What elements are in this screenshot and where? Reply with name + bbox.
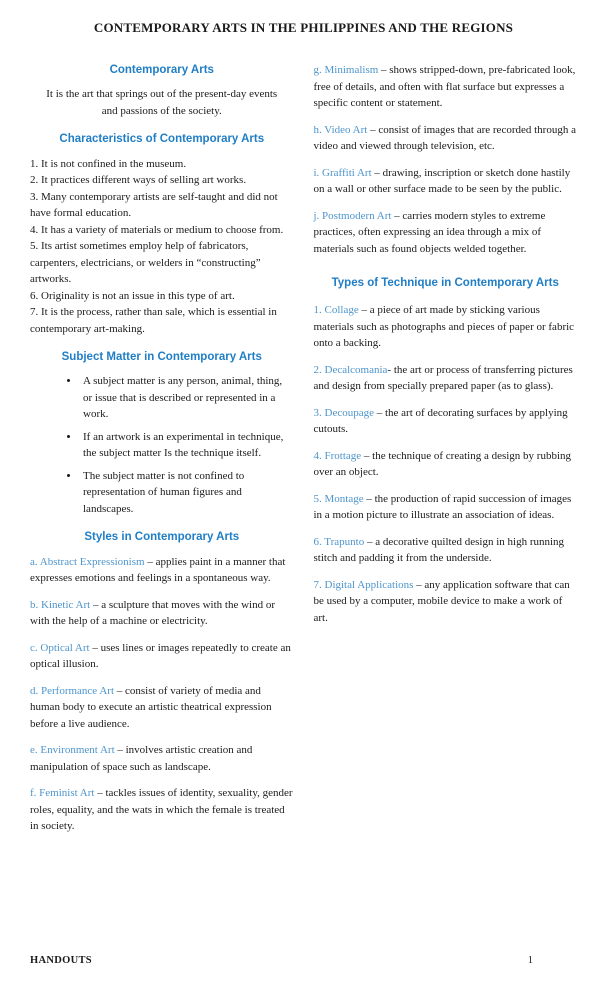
footer-label: HANDOUTS [30,955,92,966]
bullet-item: • If an artwork is an experimental in technique, the subject matter Is the technique itself. [80,429,294,462]
characteristic-item: 3. Many contemporary artists are self-taught and did not have formal education. [30,190,278,219]
right-column [314,62,578,636]
technique-desc: any application software that can be used by a computer, mobile device to make a work of art. [313,578,570,624]
bullet-item: • The subject matter is not confined to representation of human figures and landscapes. [80,468,294,518]
style-desc: involves artistic creation and manipulation of space such as landscape. [30,744,253,773]
intro-paragraph: It is the art that springs out of the present-day events and passions of the society. [46,88,278,117]
style-term: c. Optical Art [30,641,90,654]
technique-term: 4. Frottage [313,449,362,462]
term-separator: - [387,363,394,376]
technique-entry [314,534,578,567]
style-term: d. Performance Art [30,684,114,697]
technique-entry [314,577,578,627]
technique-term: 3. Decoupage [313,406,374,419]
style-term: a. Abstract Expressionism [30,555,145,568]
characteristic-item: 2. It practices different ways of selling art works. [30,174,247,186]
term-separator: – [89,641,101,654]
style-term: b. Kinetic Art [30,598,91,611]
page-title: CONTEMPORARY ARTS IN THE PHILIPPINES AND THE REGIONS [93,20,514,35]
style-term: i. Graffiti Art [313,166,372,179]
technique-desc: the production of rapid succession of images in a motion picture to illustrate an association of ideas. [313,492,572,522]
technique-entry [314,362,578,395]
style-desc: drawing, inscription or sketch done hastily on a wall or other surface made to be seen by the public. [313,166,571,195]
technique-term: 1. Collage [313,304,359,317]
technique-desc: a piece of art made by sticking various materials such as photographs and pieces of paper or fabric onto a backing. [313,304,575,350]
style-entry [314,122,578,155]
style-entry [30,597,294,630]
term-separator: – [90,598,102,611]
characteristic-item: 4. It has a variety of materials or medium to choose from. [30,223,284,236]
technique-desc: the technique of creating a design by rubbing over an object. [313,449,572,479]
style-term: g. Minimalism [313,64,379,76]
page-footer [30,955,533,966]
style-term: h. Video Art [313,123,368,136]
technique-desc: a decorative quilted design in high running stitch and padding it from the underside. [313,535,565,565]
technique-desc: the art or process of transferring pictures and design from specially prepared paper (as to glass). [313,363,573,393]
technique-term: 7. Digital Applications [313,578,414,591]
term-separator: – [363,492,375,505]
term-separator: – [114,684,125,697]
section-heading-techniques: Types of Technique in Contemporary Arts [331,277,559,289]
style-desc: carries modern styles to extreme practices, often expressing an idea through a mix of materials such as found objects welded together. [313,209,546,255]
style-term: j. Postmodern Art [313,209,392,222]
technique-entry [314,405,578,438]
style-entry [30,640,294,673]
section-heading-styles: Styles in Contemporary Arts [84,531,240,544]
style-desc: consist of images that are recorded through a video and viewed through television, etc. [313,123,576,152]
technique-term: 5. Montage [313,492,364,505]
characteristic-item: 7. It is the process, rather than sale, which is essential in contemporary art-making. [30,306,277,335]
style-desc: applies paint in a manner that expresses emotions and feelings in a spontaneous way. [30,555,286,584]
style-term: f. Feminist Art [30,787,95,799]
term-separator: – [364,535,376,548]
style-entry [30,785,294,835]
term-separator: – [378,64,390,76]
term-separator: – [413,578,425,591]
technique-entry [314,448,578,481]
term-separator: – [391,209,403,222]
characteristic-item: 1. It is not confined in the museum. [30,157,187,170]
characteristic-item: 5. Its artist sometimes employ help of fabricators, carpenters, electricians, or welders in “constructing” artworks. [30,240,261,285]
technique-term: 2. Decalcomania [313,363,388,376]
subject-matter-list [30,373,294,517]
style-desc: a sculpture that moves with the wind or with the help of a machine or electricity. [30,598,276,627]
technique-entry [314,302,578,352]
characteristic-item: 6. Originality is not an issue in this type of art. [30,289,235,302]
term-separator: – [367,123,379,136]
term-separator: – [94,787,106,799]
term-separator: – [373,406,385,419]
style-term: e. Environment Art [30,744,115,756]
term-separator: – [371,166,383,179]
bullet-item: • A subject matter is any person, animal, thing, or issue that is described or represented in a work. [80,373,294,423]
style-desc: uses lines or images repeatedly to create an optical illusion. [30,641,291,670]
section-heading-contemporary-arts: Contemporary Arts [109,64,214,76]
style-desc: consist of variety of media and human body to execute an artistic theatrical expression before a live audience. [30,684,272,730]
technique-term: 6. Trapunto [313,535,365,548]
two-column-layout [30,62,577,845]
page-number: 1 [527,955,533,966]
left-column [30,62,294,845]
style-entry [30,554,294,587]
style-desc: tackles issues of identity, sexuality, gender roles, equality, and the wats in which the female is treated in society. [30,787,293,832]
style-entry [30,683,294,733]
technique-desc: the art of decorating surfaces by applying cutouts. [313,406,568,436]
term-separator: – [114,744,126,756]
style-entry [314,62,578,112]
term-separator: – [144,555,156,568]
style-desc: shows stripped-down, pre-fabricated look, free of details, and often with flat surface but expresses a specific content or statement. [313,64,576,109]
term-separator: – [361,449,373,462]
style-entry [30,742,294,775]
term-separator: – [358,304,370,317]
style-entry [314,165,578,198]
section-heading-characteristics: Characteristics of Contemporary Arts [59,133,265,146]
technique-entry [314,491,578,524]
style-entry [314,208,578,258]
section-heading-subject-matter: Subject Matter in Contemporary Arts [61,351,262,363]
